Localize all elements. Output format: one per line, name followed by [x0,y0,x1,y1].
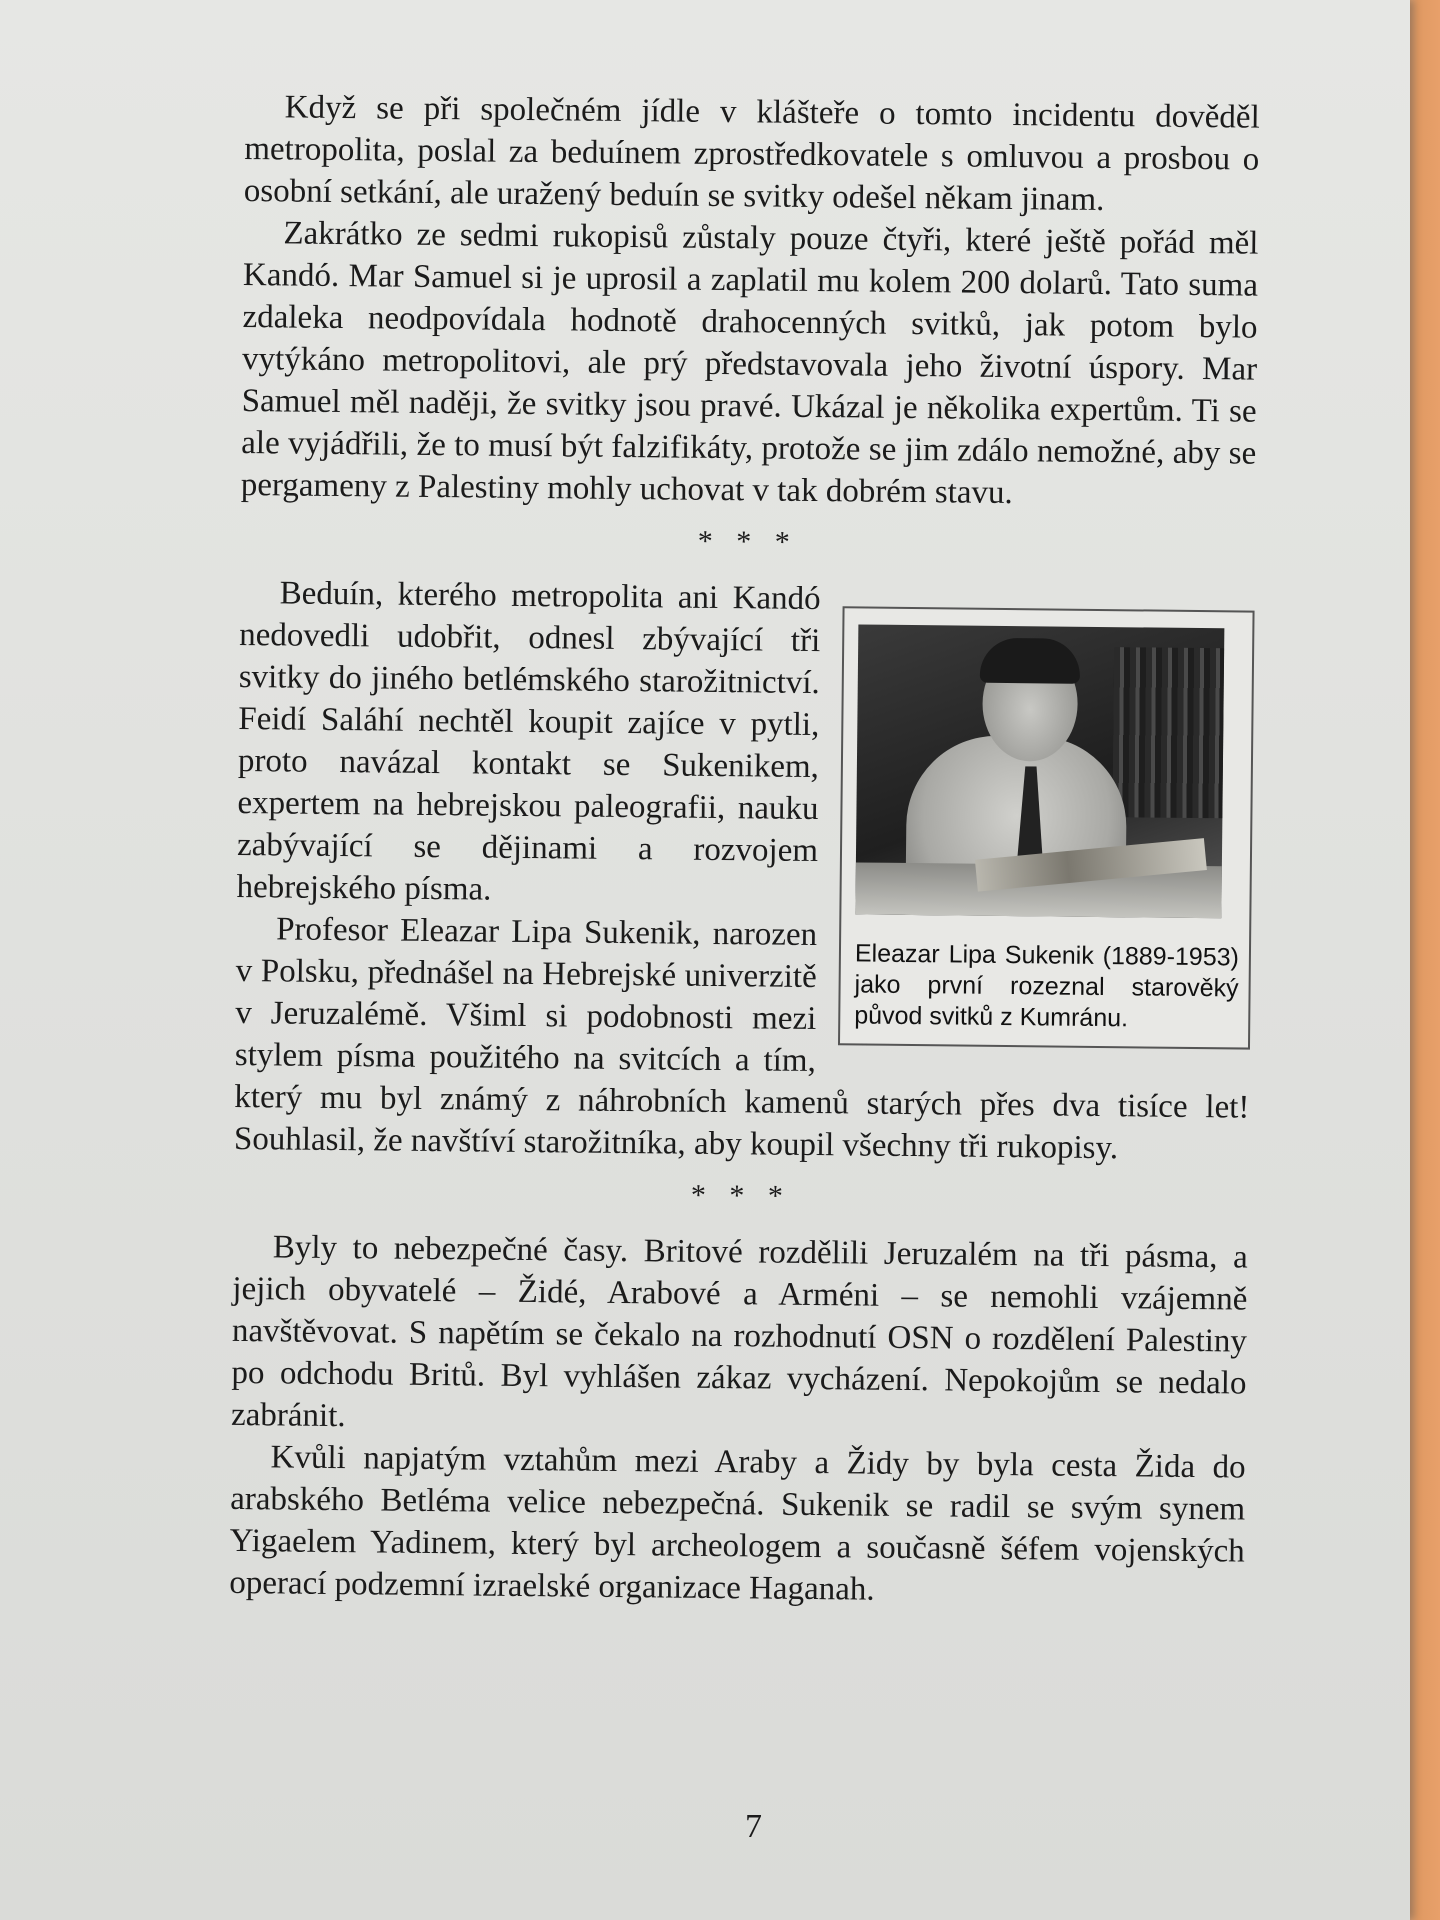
paragraph-2: Zakrátko ze sedmi rukopisů zůstaly pouze čtyři, které ještě pořád měl Kandó. Mar Samuel si je uprosil a zaplatil mu kolem 200 dolarů. Tato suma zdaleka neodpovídala hodnotě drahocenných svitků, jak potom bylo vytýkáno metropolitovi, ale prý představovala jeho životní úspory. Mar Samuel měl naději, že svitky jsou pravé. Ukázal je několika expertům. Ti se ale vyjádřili, že to musí být falzifikáty, protože se jim zdálo nemožné, aby se pergameny z Palestiny mohly uchovat v tak dobrém stavu. [240,215,1259,512]
page-number: 7 [745,1808,762,1845]
figure-box [838,606,1255,1049]
paragraph-4: Profesor Eleazar Lipa Sukenik, narozen v Polsku, přednášel na Hebrejské univerzitě v Jeruzalémě. Všiml si podobnosti mezi stylem písma použitého na svitcích a tím, který mu byl známý z náhrobních kamenů starých přes dva tisíce let! Souhlasil, že navštíví starožitníka, aby koupil všechny tři rukopisy. [233,911,1250,1167]
paragraph-5: Byly to nebezpečné časy. Britové rozdělili Jeruzalém na tři pásma, a jejich obyvatelé – Židé, Arabové a Arméni – se nemohli vzájemně navštěvovat. S napětím se čekalo na rozhodnutí OSN o rozdělení Palestiny po odchodu Britů. Byl vyhlášen zákaz vycházení. Nepokojům se nedalo zabránit. [230,1229,1248,1435]
paragraph-6: Kvůli napjatým vztahům mezi Araby a Židy by byla cesta Žida do arabského Betléma velice nebezpečná. Sukenik se radil se svým synem Yigaelem Yadinem, který byl archeologem a současně šéfem vojenských operací podzemní izraelské organizace Haganah. [229,1439,1246,1608]
paragraph-3: Beduín, kterého metropolita ani Kandó nedovedli udobřit, odnesl zbývající tři svitky do jiného betlémského starožitnictví. Feidí Saláhí nechtěl koupit zajíce v pytli, proto navázal kontakt se Sukenikem, expertem na hebrejskou paleografii, nauku zabývající se dějinami a rozvojem hebrejského písma. [236,575,821,908]
figure-caption: Eleazar Lipa Sukenik (1889-1953) jako první rozeznal starověký původ svitků z Kumránu. [854,939,1240,1033]
page-text [229,86,1260,1615]
section-separator-1: * * * [697,524,798,559]
figure-hair-shape [980,638,1080,684]
section-separator-2: * * * [690,1178,792,1213]
portrait-photo [855,624,1224,918]
paragraph-1: Když se při společném jídle v klášteře o tomto incidentu dověděl metropolita, poslal za beduínem zprostředkovatele s omluvou a prosbou o osobní setkání, ale uražený beduín se svitky odešel někam jinam. [243,89,1260,219]
bookshelf-shape [1112,647,1224,818]
